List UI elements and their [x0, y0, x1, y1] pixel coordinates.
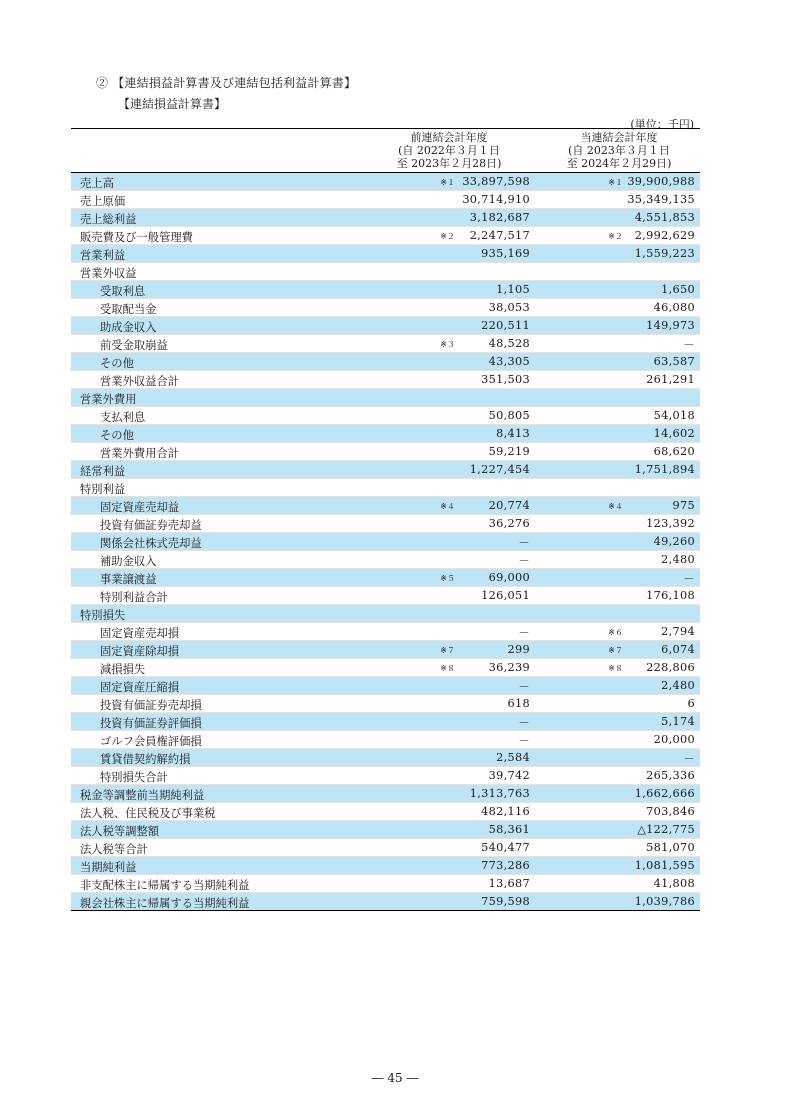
table-row: [71, 353, 700, 371]
column-header-current-year: [544, 131, 694, 170]
current-year-note: ※１: [608, 178, 623, 187]
prev-year-value: 13,687: [488, 877, 530, 890]
current-year-note: ※６: [608, 628, 623, 637]
prev-year-value: 1,227,454: [469, 463, 530, 476]
prev-year-note: ※４: [440, 502, 455, 511]
row-label: その他: [100, 357, 134, 370]
current-year-value: 46,080: [653, 301, 695, 314]
current-year-value: 41,808: [653, 877, 695, 890]
row-label: 減損損失: [100, 663, 146, 676]
row-label: 法人税等調整額: [80, 825, 160, 838]
table-row: [71, 677, 700, 695]
current-year-note: ※４: [608, 502, 623, 511]
prev-year-to: 至 2023年２月28日): [396, 157, 502, 170]
prev-year-value: －: [518, 717, 530, 730]
row-label: 法人税等合計: [80, 843, 148, 856]
row-label: 賃貸借契約解約損: [100, 753, 191, 766]
prev-year-value: －: [518, 627, 530, 640]
current-year-value: 49,260: [653, 535, 695, 548]
current-year-value: 149,973: [646, 319, 695, 332]
current-year-value: 123,392: [646, 517, 695, 530]
table-row: [71, 497, 700, 515]
row-label: 前受金取崩益: [100, 339, 168, 352]
prev-year-value: 36,276: [488, 517, 530, 530]
prev-year-value: 33,897,598: [462, 175, 530, 188]
row-label: 助成金収入: [100, 321, 157, 334]
row-label: ゴルフ会員権評価損: [100, 735, 202, 748]
prev-year-value: 30,714,910: [462, 193, 530, 206]
prev-year-value: 1,313,763: [469, 787, 530, 800]
prev-year-note: ※８: [440, 664, 455, 673]
table-row: [71, 281, 700, 299]
row-label: 関係会社株式売却益: [100, 537, 202, 550]
current-year-value: 4,551,853: [634, 211, 695, 224]
current-year-note: ※２: [608, 232, 623, 241]
table-row: [71, 839, 700, 857]
table-row: [71, 299, 700, 317]
current-year-value: 2,480: [661, 679, 695, 692]
table-row: [71, 569, 700, 587]
row-label: 投資有価証券評価損: [100, 717, 202, 730]
table-top-rule: [71, 128, 700, 129]
row-label: 営業外収益合計: [100, 375, 180, 388]
current-year-value: 228,806: [646, 661, 695, 674]
row-label: 受取配当金: [100, 303, 157, 316]
current-year-value: 68,620: [653, 445, 695, 458]
table-row: [71, 695, 700, 713]
table-row: [71, 875, 700, 893]
table-row: [71, 857, 700, 875]
prev-year-name: 前連結会計年度: [410, 131, 488, 144]
current-year-value: 35,349,135: [627, 193, 695, 206]
row-label: 販売費及び一般管理費: [80, 231, 193, 244]
prev-year-note: ※２: [440, 232, 455, 241]
current-year-value: △122,775: [637, 823, 695, 836]
current-year-value: 63,587: [653, 355, 695, 368]
table-row: [71, 371, 700, 389]
table-row: [71, 389, 700, 407]
current-year-to: 至 2024年２月29日): [566, 157, 672, 170]
page-number: ― 45 ―: [371, 1071, 419, 1085]
section-title: ② 【連結損益計算書及び連結包括利益計算書】: [96, 76, 357, 90]
table-row: [71, 767, 700, 785]
prev-year-value: －: [518, 735, 530, 748]
prev-year-note: ※７: [440, 646, 455, 655]
table-row: [71, 731, 700, 749]
row-label: 売上総利益: [80, 213, 137, 226]
row-label: 親会社株主に帰属する当期純利益: [80, 897, 250, 910]
row-label: 固定資産売却益: [100, 501, 180, 514]
prev-year-value: 2,584: [496, 751, 530, 764]
current-year-value: 14,602: [653, 427, 695, 440]
prev-year-value: －: [518, 555, 530, 568]
current-year-value: 1,559,223: [634, 247, 695, 260]
prev-year-value: 1,105: [496, 283, 530, 296]
row-label: 営業外費用: [80, 393, 137, 406]
prev-year-value: 935,169: [481, 247, 530, 260]
prev-year-value: 8,413: [496, 427, 530, 440]
prev-year-value: －: [518, 681, 530, 694]
row-label: 補助金収入: [100, 555, 157, 568]
prev-year-value: 540,477: [481, 841, 530, 854]
prev-year-value: 299: [507, 643, 530, 656]
prev-year-value: 59,219: [488, 445, 530, 458]
prev-year-value: 126,051: [481, 589, 530, 602]
row-label: 支払利息: [100, 411, 146, 424]
row-label: 投資有価証券売却損: [100, 699, 202, 712]
table-row: [71, 443, 700, 461]
current-year-name: 当連結会計年度: [580, 131, 658, 144]
statement-title: 【連結損益計算書】: [118, 97, 227, 111]
table-row: [71, 317, 700, 335]
current-year-value: 20,000: [653, 733, 695, 746]
current-year-from: (自 2023年３月１日: [568, 144, 670, 157]
prev-year-value: 351,503: [481, 373, 530, 386]
table-row: [71, 713, 700, 731]
prev-year-value: 482,116: [481, 805, 530, 818]
current-year-value: 6,074: [661, 643, 695, 656]
prev-year-value: 773,286: [481, 859, 530, 872]
table-row: [71, 425, 700, 443]
current-year-value: 1,650: [661, 283, 695, 296]
row-label: 特別利益: [80, 483, 126, 496]
row-label: 税金等調整前当期純利益: [80, 789, 205, 802]
unit-label: (単位：千円): [630, 118, 694, 131]
current-year-value: －: [683, 573, 695, 586]
prev-year-note: ※３: [440, 340, 455, 349]
table-row: [71, 551, 700, 569]
row-label: 固定資産売却損: [100, 627, 180, 640]
prev-year-note: ※１: [440, 178, 455, 187]
row-label: 特別利益合計: [100, 591, 168, 604]
row-label: 事業譲渡益: [100, 573, 157, 586]
table-row: [71, 515, 700, 533]
prev-year-value: －: [518, 537, 530, 550]
current-year-value: 54,018: [653, 409, 695, 422]
current-year-value: 2,992,629: [634, 229, 695, 242]
table-row: [71, 623, 700, 641]
current-year-value: 1,039,786: [634, 895, 695, 908]
current-year-value: 6: [687, 697, 695, 710]
table-row: [71, 335, 700, 353]
current-year-value: 176,108: [646, 589, 695, 602]
row-label: 非支配株主に帰属する当期純利益: [80, 879, 250, 892]
current-year-value: －: [683, 753, 695, 766]
row-label: 経常利益: [80, 465, 126, 478]
table-row: [71, 659, 700, 677]
prev-year-value: 39,742: [488, 769, 530, 782]
table-row: [71, 407, 700, 425]
table-row: [71, 227, 700, 245]
prev-year-value: 20,774: [488, 499, 530, 512]
current-year-value: －: [683, 339, 695, 352]
income-statement-table: [71, 173, 700, 911]
prev-year-value: 50,805: [488, 409, 530, 422]
row-label: 売上高: [80, 177, 114, 190]
row-label: 特別損失合計: [100, 771, 168, 784]
row-label: 固定資産除却損: [100, 645, 180, 658]
prev-year-value: 3,182,687: [469, 211, 530, 224]
table-row: [71, 893, 700, 911]
table-row: [71, 821, 700, 839]
row-label: 受取利息: [100, 285, 146, 298]
current-year-value: 1,662,666: [634, 787, 695, 800]
table-row: [71, 605, 700, 623]
column-header-prev-year: [374, 131, 524, 170]
row-label: 法人税、住民税及び事業税: [80, 807, 216, 820]
current-year-value: 581,070: [646, 841, 695, 854]
prev-year-value: 36,239: [488, 661, 530, 674]
table-row: [71, 587, 700, 605]
row-label: 売上原価: [80, 195, 126, 208]
row-label: 営業外費用合計: [100, 447, 180, 460]
prev-year-value: 220,511: [481, 319, 530, 332]
prev-year-value: 759,598: [481, 895, 530, 908]
row-label: 投資有価証券売却益: [100, 519, 202, 532]
table-row: [71, 263, 700, 281]
table-row: [71, 209, 700, 227]
prev-year-value: 2,247,517: [469, 229, 530, 242]
prev-year-value: 43,305: [488, 355, 530, 368]
prev-year-note: ※５: [440, 574, 455, 583]
current-year-value: 2,794: [661, 625, 695, 638]
prev-year-value: 48,528: [488, 337, 530, 350]
current-year-value: 2,480: [661, 553, 695, 566]
row-label: 固定資産圧縮損: [100, 681, 180, 694]
prev-year-value: 38,053: [488, 301, 530, 314]
row-label: 当期純利益: [80, 861, 137, 874]
prev-year-value: 69,000: [488, 571, 530, 584]
current-year-note: ※７: [608, 646, 623, 655]
current-year-value: 261,291: [646, 373, 695, 386]
table-row: [71, 533, 700, 551]
current-year-value: 975: [672, 499, 695, 512]
table-row: [71, 785, 700, 803]
table-row: [71, 461, 700, 479]
row-label: 営業外収益: [80, 267, 137, 280]
row-label: その他: [100, 429, 134, 442]
current-year-value: 703,846: [646, 805, 695, 818]
table-row: [71, 245, 700, 263]
table-row: [71, 191, 700, 209]
table-row: [71, 479, 700, 497]
prev-year-value: 618: [507, 697, 530, 710]
prev-year-from: (自 2022年３月１日: [398, 144, 500, 157]
current-year-value: 1,751,894: [634, 463, 695, 476]
prev-year-value: 58,361: [488, 823, 530, 836]
table-row: [71, 173, 700, 191]
table-row: [71, 641, 700, 659]
row-label: 特別損失: [80, 609, 126, 622]
table-row: [71, 749, 700, 767]
current-year-value: 265,336: [646, 769, 695, 782]
table-row: [71, 803, 700, 821]
current-year-value: 39,900,988: [627, 175, 695, 188]
current-year-value: 5,174: [661, 715, 695, 728]
current-year-value: 1,081,595: [634, 859, 695, 872]
row-label: 営業利益: [80, 249, 126, 262]
current-year-note: ※８: [608, 664, 623, 673]
